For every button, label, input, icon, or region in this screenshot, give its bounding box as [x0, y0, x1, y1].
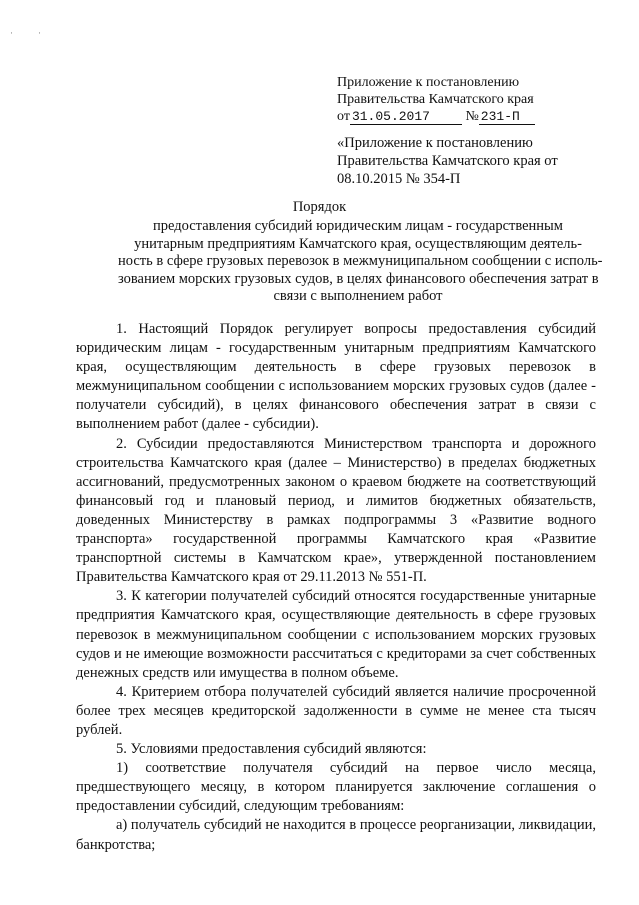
- from-prefix: от: [337, 109, 350, 124]
- appendix-line: 08.10.2015 № 354-П: [337, 171, 461, 187]
- number-prefix: №: [465, 109, 479, 124]
- subtitle-line: связи с выполнением работ: [273, 288, 443, 305]
- paragraph: а) получатель субсидий не находится в процессе реорганизации, ликвидации, банкротства;: [76, 817, 596, 853]
- paragraph: 5. Условиями предоставления субсидий являются:: [116, 741, 427, 758]
- document-body: [76, 320, 596, 855]
- paragraph: 1. Настоящий Порядок регулирует вопросы предоставления субсидий юридическим лицам - государственным унитарным предприятиям Камчатского края, осуществляющим деятельность в сфере грузовых перевозок в межмуниципальном сообщении с использованием морских грузовых судов (далее - получатели субсидий), в целях финансового обеспечения затрат в связи с выполнением работ (далее - субсидии).: [76, 321, 596, 433]
- paragraph: 4. Критерием отбора получателей субсидий является наличие просроченной более трех месяцев кредиторской задолженности в сумме не менее ста тысяч рублей.: [76, 683, 596, 738]
- appendix-line: «Приложение к постановлению: [337, 135, 533, 151]
- appendix-previous-block: [337, 134, 607, 188]
- appendix-current-block: [337, 74, 597, 125]
- appendix-line: Правительства Камчатского края: [337, 92, 534, 107]
- subtitle-line: зованием морских грузовых судов, в целях финансового обеспечения затрат в: [118, 270, 599, 287]
- paragraph: 3. К категории получателей субсидий относятся государственные унитарные предприятия Камчатского края, осуществляющие деятельность в сфере грузовых перевозок в межмуниципальном сообщении с использованием морских грузовых судов и не имеющие возможности рассчитаться с кредиторами за счет собственных денежных средств или имущества в полном объеме.: [76, 588, 596, 681]
- paragraph: 1) соответствие получателя субсидий на первое число месяца, предшествующего месяцу, в котором планируется заключение соглашения о предоставлении субсидий, следующим требованиям:: [76, 760, 596, 815]
- appendix-line: Приложение к постановлению: [337, 75, 520, 90]
- document-title: Порядок: [292, 199, 347, 215]
- subtitle-line: предоставления субсидий юридическим лицам - государственным: [153, 218, 563, 234]
- appendix-date-line: [337, 108, 597, 125]
- resolution-date: 31.05.2017: [350, 110, 462, 125]
- resolution-number: 231-П: [479, 110, 535, 125]
- subtitle-line: ность в сфере грузовых перевозок в межмуниципальном сообщении с исполь-: [118, 253, 603, 270]
- scan-mark: ·: [38, 28, 41, 38]
- paragraph: 2. Субсидии предоставляются Министерством транспорта и дорожного строительства Камчатского края (далее – Министерство) в пределах бюджетных ассигнований, предусмотренных законом о краевом бюджете на соответствующий финансовый год и плановый период, и лимитов бюджетных обязательств, доведенных Министерству в рамках подпрограммы 3 «Развитие водного транспорта» государственной программы Камчатского края «Развитие транспортной системы в Камчатском крае», утвержденной постановлением Правительства Камчатского края от 29.11.2013 № 551-П.: [76, 435, 596, 586]
- appendix-line: Правительства Камчатского края от: [337, 153, 558, 169]
- document-subtitle: [118, 218, 603, 306]
- scan-mark: ·: [10, 28, 13, 38]
- subtitle-line: унитарным предприятиям Камчатского края, осуществляющим деятель-: [134, 235, 582, 252]
